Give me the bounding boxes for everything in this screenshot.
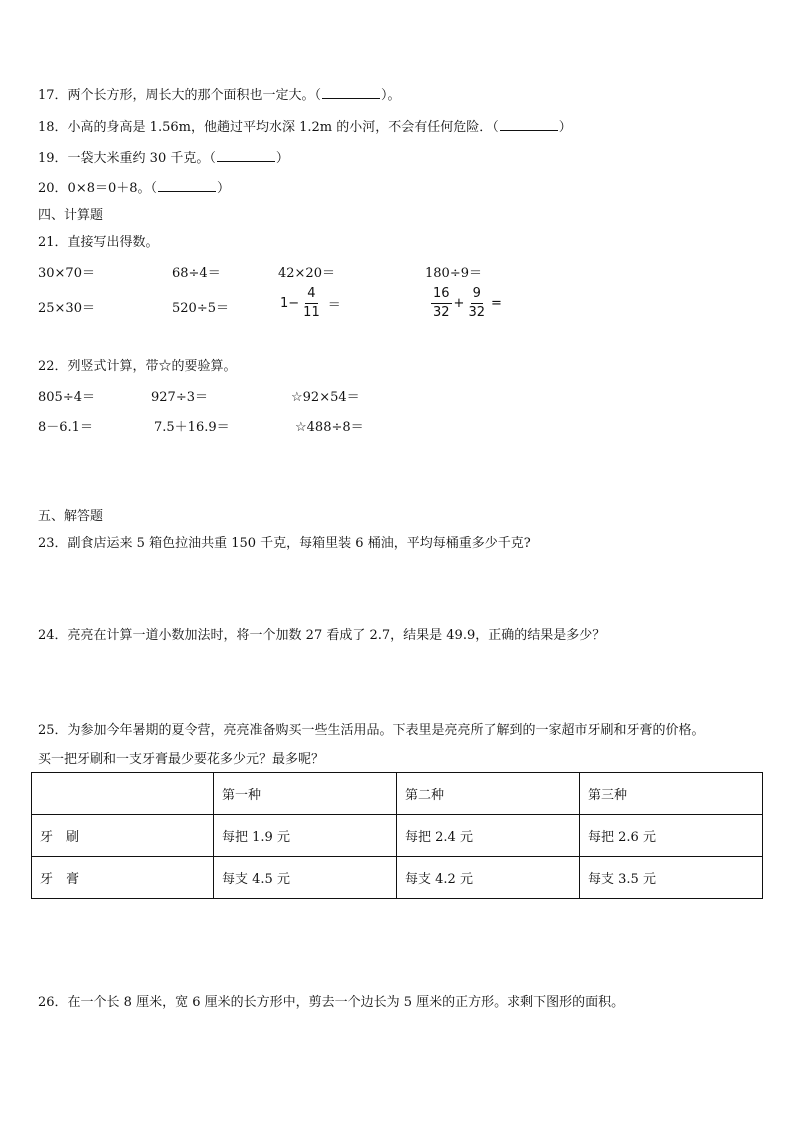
fraction-denominator: 32: [468, 305, 485, 320]
question-26: 26．在一个长 8 厘米，宽 6 厘米的长方形中，剪去一个边长为 5 厘米的正方形。求剩下图形的面积。: [38, 995, 625, 1010]
answer-blank-20[interactable]: [158, 179, 216, 192]
table-header-cell: 第一种: [214, 773, 397, 815]
table-cell: 每支 4.5 元: [214, 857, 397, 899]
question-22-title: 22．列竖式计算，带☆的要验算。: [38, 359, 237, 374]
section-heading-4: 四、计算题: [38, 208, 104, 223]
question-17-text: 17．两个长方形，周长大的那个面积也一定大。（: [38, 88, 322, 103]
fraction-expression-1: [280, 285, 341, 322]
calc-item: 25×30＝: [38, 301, 95, 316]
table-cell: 每支 4.2 元: [397, 857, 580, 899]
answer-blank-18[interactable]: [500, 118, 558, 131]
fraction-denominator: 32: [433, 305, 450, 320]
fraction-denominator: 11: [303, 305, 320, 320]
table-header-cell: 第三种: [580, 773, 763, 815]
table-cell: 每把 1.9 元: [214, 815, 397, 857]
table-cell: 每支 3.5 元: [580, 857, 763, 899]
question-20: [38, 177, 230, 196]
fraction-operator: +: [453, 296, 465, 311]
fraction-expression-2: [429, 285, 502, 322]
table-header-cell: 第二种: [397, 773, 580, 815]
fraction-equals: =: [491, 296, 502, 311]
table-header-row: [32, 773, 763, 815]
table-cell: 每把 2.6 元: [580, 815, 763, 857]
question-25-line1: 25．为参加今年暑期的夏令营，亮亮准备购买一些生活用品。下表里是亮亮所了解到的一家超市牙刷和牙膏的价格。: [38, 723, 705, 738]
table-row: [32, 815, 763, 857]
question-18-text: 18．小高的身高是 1.56m，他趟过平均水深 1.2m 的小河，不会有任何危险．（: [38, 120, 499, 135]
question-24: 24．亮亮在计算一道小数加法时，将一个加数 27 看成了 2.7，结果是 49.9，正确的结果是多少？: [38, 628, 606, 643]
section-heading-5: 五、解答题: [38, 509, 104, 524]
calc-item: 30×70＝: [38, 266, 95, 281]
fraction: [301, 285, 322, 322]
table-cell: 每把 2.4 元: [397, 815, 580, 857]
fraction-lead: 1−: [280, 296, 300, 311]
question-17: [38, 84, 401, 103]
question-20-end: ）: [217, 181, 231, 196]
question-25-line2: 买一把牙刷和一支牙膏最少要花多少元？最多呢？: [38, 752, 325, 767]
table-cell: 牙 膏: [32, 857, 214, 899]
calc-item: 520÷5＝: [172, 301, 229, 316]
fraction: [431, 285, 452, 322]
fraction-numerator: 9: [471, 285, 483, 304]
question-19-text: 19．一袋大米重约 30 千克。（: [38, 151, 216, 166]
calc-item: 7.5＋16.9＝: [154, 420, 230, 435]
question-21-title: 21．直接写出得数。: [38, 235, 159, 250]
calc-item: 180÷9＝: [425, 266, 482, 281]
question-18-end: ）: [558, 120, 572, 135]
calc-item: 42×20＝: [278, 266, 335, 281]
table-row: [32, 857, 763, 899]
fraction-numerator: 16: [431, 285, 452, 304]
calc-item: ☆92×54＝: [291, 390, 360, 405]
calc-item: 927÷3＝: [151, 390, 208, 405]
fraction-equals: ＝: [327, 298, 341, 313]
table-header-cell: [32, 773, 214, 815]
price-table: [31, 772, 763, 899]
table-cell: 牙 刷: [32, 815, 214, 857]
question-20-text: 20．0×8＝0＋8。（: [38, 181, 158, 196]
question-17-end: ）。: [381, 88, 401, 103]
calc-item: 68÷4＝: [172, 266, 221, 281]
fraction: [466, 285, 487, 322]
question-18: [38, 116, 572, 135]
fraction-numerator: 4: [305, 285, 317, 304]
question-19-end: ）: [275, 151, 289, 166]
question-19: [38, 147, 289, 166]
calc-item: ☆488÷8＝: [295, 420, 364, 435]
calc-item: 805÷4＝: [38, 390, 95, 405]
answer-blank-19[interactable]: [217, 149, 275, 162]
answer-blank-17[interactable]: [322, 86, 380, 99]
calc-item: 8－6.1＝: [38, 420, 93, 435]
question-23: 23．副食店运来 5 箱色拉油共重 150 千克，每箱里装 6 桶油，平均每桶重多少千克?: [38, 536, 531, 551]
